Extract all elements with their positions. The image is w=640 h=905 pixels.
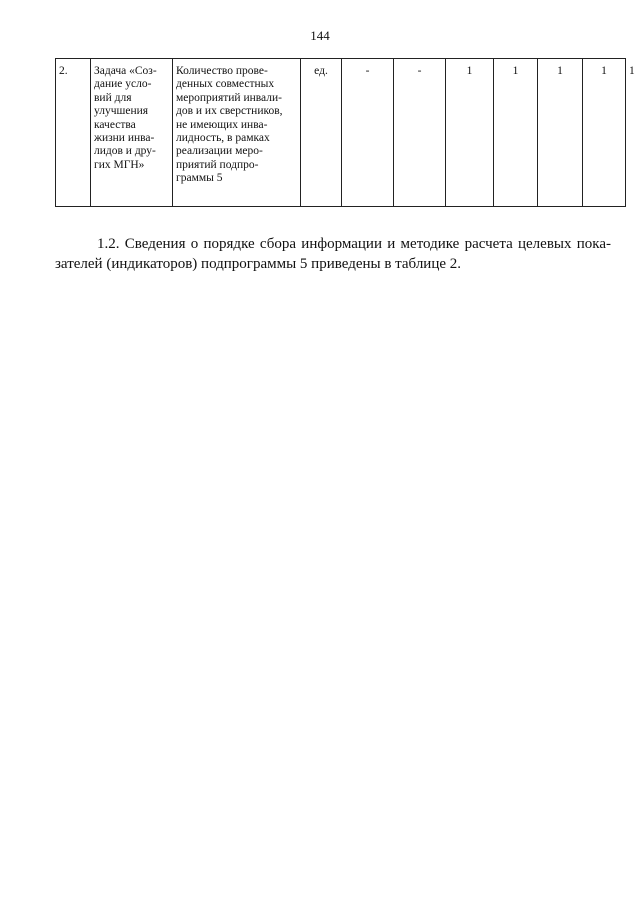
indicator-line: Количество прове- [176,65,268,77]
indicator-line: не имеющих инва- [176,118,268,131]
paragraph-line: 1.2. Сведения о порядке сбора информации и методике расчета целевых пока- [97,236,611,252]
task-line: качества [94,118,136,131]
indicator-line: денных совместных [176,78,275,91]
row-number-cell: 2. [56,59,91,207]
task-line: жизни инва- [94,132,155,145]
task-line: Задача «Соз- [94,65,157,77]
indicator-line: граммы 5 [176,172,223,185]
indicator-cell [173,59,301,207]
indicator-line: приятий подпро- [176,158,259,171]
indicator-line: мероприятий инвали- [176,91,282,104]
value-cell: - [394,59,446,207]
task-line: дание усло- [94,78,152,91]
value-cell: 1 [494,59,538,207]
task-line: лидов и дру- [94,145,156,158]
body-paragraph [55,234,611,274]
table-row: 2. Задача «Соз- дание усло- вий для улучшения качества жизни инва- лидов и дру- гих МГН» Количество прове- денных совместных мероприятий инвали- дов и их сверстников, не имеющих инва- лидность, в рамках реализации меро- приятий подпро- граммы 5 ед. - - 1 1 1 1 1 [56,59,626,207]
value-cell: 1 [583,59,626,207]
indicator-line: дов и их сверстников, [176,105,283,118]
value-cell: 1 [446,59,494,207]
indicator-line: лидность, в рамках [176,132,270,145]
task-line: улучшения [94,105,149,118]
task-line: гих МГН» [94,158,145,171]
task-cell [91,59,173,207]
page-number: 144 [310,28,330,43]
paragraph-line: зателей (индикаторов) подпрограммы 5 приведены в таблице 2. [55,256,462,272]
unit-cell: ед. [301,59,342,207]
task-line: вий для [94,91,132,104]
indicators-table [55,58,635,207]
value-cell: 1 [538,59,583,207]
value-cell: - [342,59,394,207]
indicator-line: реализации меро- [176,145,263,158]
